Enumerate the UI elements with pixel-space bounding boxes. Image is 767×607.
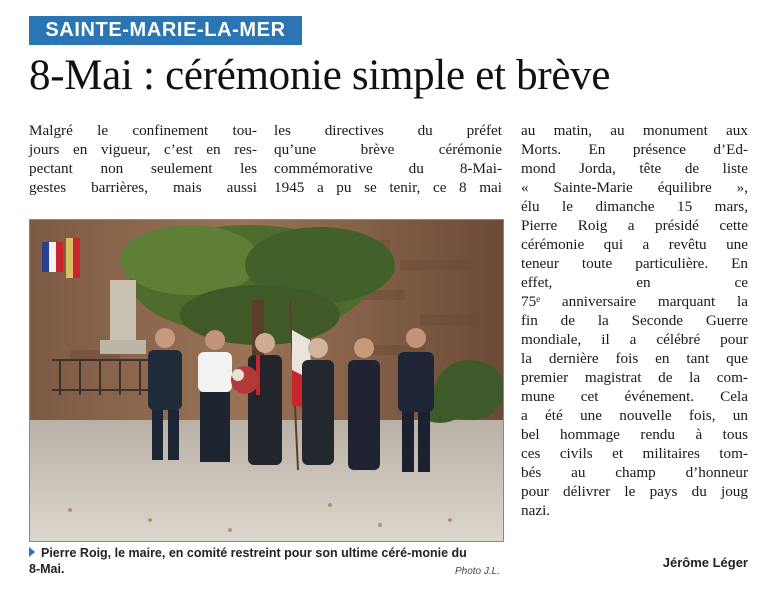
flags-left <box>42 238 80 278</box>
article-headline: 8-Mai : cérémonie simple et brève <box>29 52 611 99</box>
article-author: Jérôme Léger <box>662 555 748 570</box>
article-column-2 <box>274 121 502 197</box>
text-line: pectant non seulement les <box>29 160 257 177</box>
caption-text: Pierre Roig, le maire, en comité restreint pour son ultime céré-monie du 8-Mai. <box>29 546 467 576</box>
text-line: gestes barrières, mais aussi <box>29 179 257 196</box>
text-line: au matin, au monument aux <box>521 122 748 139</box>
text-line: mune cet événement. Cela <box>521 388 748 405</box>
text-line: mondiale, il a célébré pour <box>521 331 748 348</box>
text-line: « Sainte-Marie équilibre », <box>521 179 748 196</box>
text-line: teneur toute particulière. En <box>521 255 748 272</box>
ceremony-photo-illustration <box>30 220 503 541</box>
text-line: Malgré le confinement tou- <box>29 122 257 139</box>
photo-caption <box>29 545 469 577</box>
section-rubric: SAINTE-MARIE-LA-MER <box>29 16 302 45</box>
ceremony-photo <box>29 219 504 542</box>
caption-marker-icon <box>29 547 35 557</box>
text-line: nazi. <box>521 502 551 519</box>
text-line: effet, en ce <box>521 274 748 291</box>
text-line: Pierre Roig a présidé cette <box>521 217 748 234</box>
text-line: les directives du préfet <box>274 122 502 139</box>
text-line: a été une nouvelle fois, un <box>521 407 748 424</box>
text-line: élu le dimanche 15 mars, <box>521 198 748 215</box>
text-line: 1945 a pu se tenir, ce 8 mai <box>274 179 502 196</box>
text-line: bel hommage rendu à tous <box>521 426 748 443</box>
text-line: qu’une brève cérémonie <box>274 141 502 158</box>
text-line: cérémonie qui a revêtu une <box>521 236 748 253</box>
text-line: mond Jorda, tête de liste <box>521 160 748 177</box>
text-line: ces civils et militaires tom- <box>521 445 748 462</box>
text-line: fin de la Seconde Guerre <box>521 312 748 329</box>
text-line: commémorative du 8-Mai- <box>274 160 502 177</box>
text-line: la dernière fois en tant que <box>521 350 748 367</box>
text-line: premier magistrat de la com- <box>521 369 748 386</box>
article-column-1 <box>29 121 257 197</box>
text-line: Morts. En présence d’Ed- <box>521 141 748 158</box>
text-line: jours en vigueur, c’est en res- <box>29 141 257 158</box>
text-line: pour délivrer le pays du joug <box>521 483 748 500</box>
text-line: bés au champ d’honneur <box>521 464 748 481</box>
photo-credit: Photo J.L. <box>454 566 500 577</box>
article-column-3 <box>521 121 748 520</box>
text-line: 75ᵉ anniversaire marquant la <box>521 293 748 310</box>
